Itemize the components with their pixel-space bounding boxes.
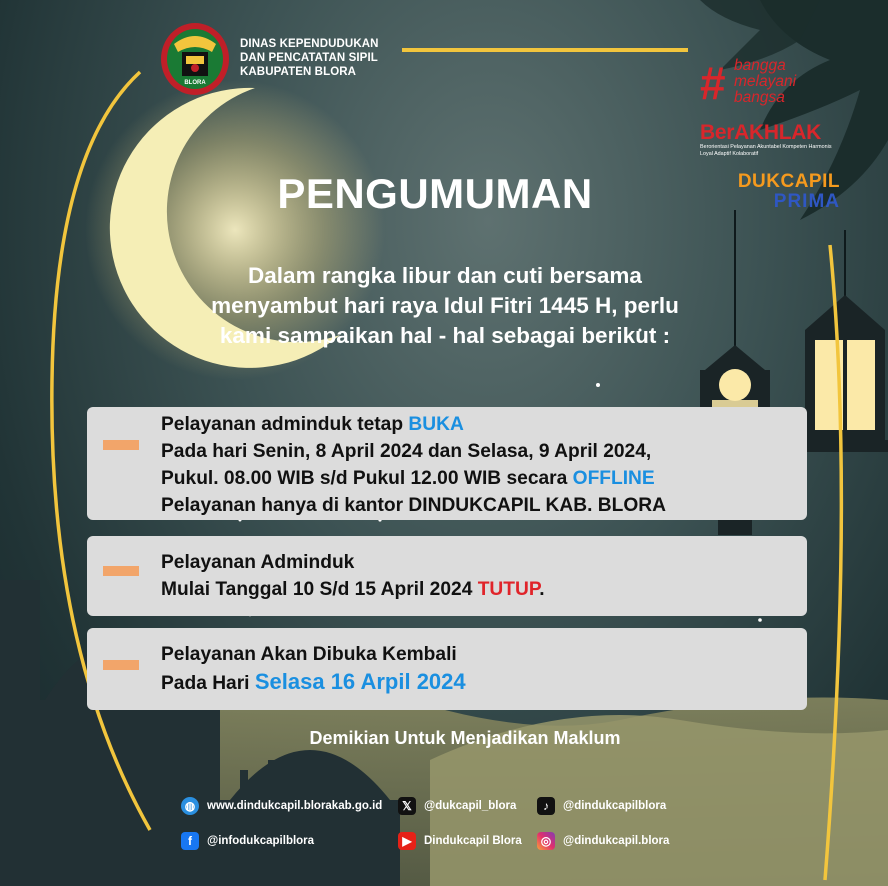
card-line: Pelayanan adminduk tetap BUKA — [161, 414, 464, 435]
prima-word: PRIMA — [773, 191, 840, 212]
agency-name — [240, 37, 379, 79]
social-youtube[interactable] — [398, 832, 522, 850]
x-icon: 𝕏 — [398, 797, 416, 815]
card-line: Pelayanan hanya di kantor DINDUKCAPIL KAB. BLORA — [161, 495, 667, 516]
agency-line: DAN PENCATATAN SIPIL — [240, 52, 378, 64]
bullet-dash-icon — [103, 440, 139, 450]
intro-line: menyambut hari raya Idul Fitri 1445 H, perlu — [211, 293, 679, 318]
intro-line: Dalam rangka libur dan cuti bersama — [248, 263, 642, 288]
agency-line: KABUPATEN BLORA — [240, 66, 357, 78]
social-label: Dindukcapil Blora — [424, 835, 522, 847]
social-x[interactable] — [398, 797, 516, 815]
brand-word: bangga — [734, 57, 786, 74]
hashtag-icon: # — [700, 57, 726, 109]
bullet-dash-icon — [103, 660, 139, 670]
brand-word: melayani — [734, 73, 797, 90]
card-line: Pukul. 08.00 WIB s/d Pukul 12.00 WIB secara OFFLINE — [161, 468, 655, 489]
page-title: PENGUMUMAN — [277, 170, 593, 217]
social-tiktok[interactable] — [537, 797, 666, 815]
agency-line: DINAS KEPENDUDUKAN — [240, 38, 379, 50]
berakhlak-logo — [700, 122, 840, 162]
social-label: @dindukcapil.blora — [563, 835, 670, 847]
intro-text — [140, 261, 750, 351]
social-label: @dindukcapilblora — [563, 800, 667, 812]
social-label: @infodukcapilblora — [207, 835, 315, 847]
tiktok-icon: ♪ — [537, 797, 555, 815]
notice-card-closed — [87, 536, 807, 616]
social-label: @dukcapil_blora — [424, 800, 517, 812]
card-line: Pelayanan Adminduk — [161, 552, 355, 573]
closed-status: TUTUP — [477, 579, 540, 600]
closing-text: Demikian Untuk Menjadikan Maklum — [309, 728, 621, 748]
notice-card-open — [87, 407, 807, 520]
card-line: Pelayanan Akan Dibuka Kembali — [161, 644, 457, 665]
social-label: www.dindukcapil.blorakab.go.id — [207, 800, 383, 812]
open-status: BUKA — [408, 414, 464, 435]
bullet-dash-icon — [103, 566, 139, 576]
social-facebook[interactable] — [181, 832, 314, 850]
berakhlak-tagline: Berorientasi Pelayanan Akuntabel Kompeten Harmonis Loyal Adaptif Kolaboratif — [700, 144, 832, 157]
reopen-date: Selasa 16 Arpil 2024 — [254, 669, 466, 694]
bangga-melayani-bangsa-logo — [700, 58, 830, 114]
notice-card-reopen — [87, 628, 807, 710]
card-line: Mulai Tanggal 10 S/d 15 April 2024 TUTUP. — [161, 579, 545, 600]
brand-word: bangsa — [734, 89, 785, 106]
logo-text: BLORA — [184, 80, 206, 86]
facebook-icon: f — [181, 832, 199, 850]
berakhlak-word: BerAKHLAK — [700, 121, 821, 144]
instagram-icon: ◎ — [537, 832, 555, 850]
lantern-right-icon — [800, 230, 888, 452]
blora-regency-logo — [160, 22, 230, 96]
dukcapil-word: DUKCAPIL — [737, 171, 840, 192]
youtube-icon: ▶ — [398, 832, 416, 850]
social-instagram[interactable] — [537, 832, 669, 850]
offline-status: OFFLINE — [572, 468, 655, 489]
card-line: Pada Hari Selasa 16 Arpil 2024 — [161, 669, 466, 694]
globe-icon: ◍ — [181, 797, 199, 815]
social-website[interactable] — [181, 797, 382, 815]
card-line: Pada hari Senin, 8 April 2024 dan Selasa, 9 April 2024, — [161, 441, 652, 462]
intro-line: kami sampaikan hal - hal sebagai berikut : — [219, 323, 671, 348]
